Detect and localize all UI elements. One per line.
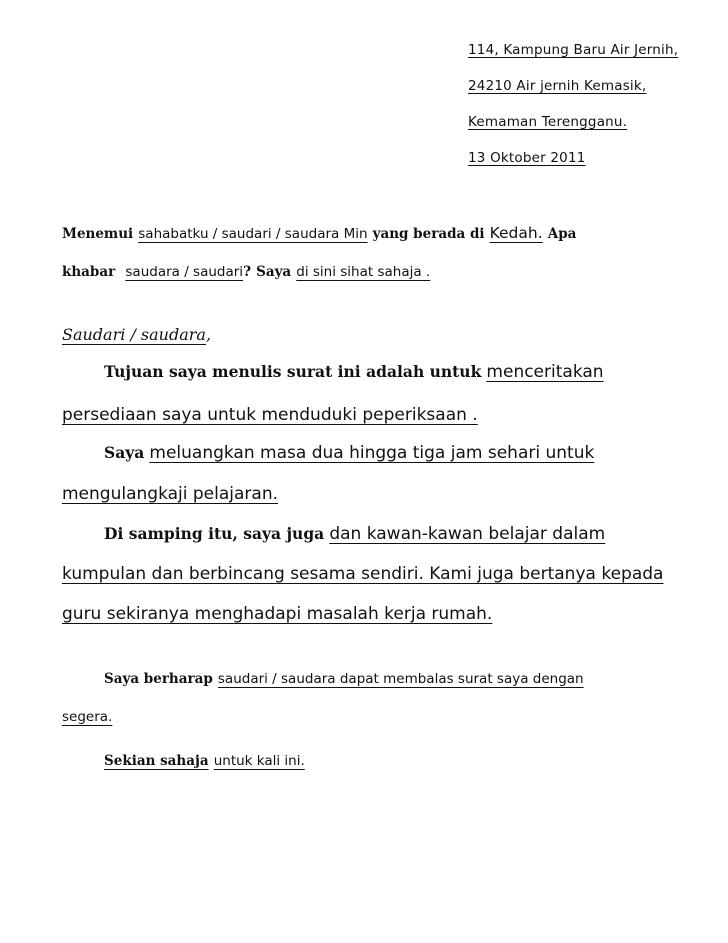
para1-line-2: [62, 405, 478, 425]
para2-lead: Saya: [104, 443, 145, 462]
para3-text: dan kawan-kawan belajar dalam: [329, 524, 606, 544]
intro-addressee: saudara / saudari: [125, 264, 244, 280]
para1-verb: menceritakan: [486, 362, 604, 382]
para3-line-2: [62, 564, 663, 584]
closing-line: [104, 750, 305, 769]
address-line-3: Kemaman Terengganu.: [468, 114, 628, 130]
para3-text-3: guru sekiranya menghadapi masalah kerja rumah.: [62, 604, 493, 624]
para2-line-2: [62, 484, 278, 504]
intro-location: Kedah.: [489, 224, 543, 242]
para2-text: meluangkan masa dua hingga tiga jam sehari untuk: [149, 443, 595, 463]
para1-lead: Tujuan saya menulis surat ini adalah untuk: [104, 362, 482, 381]
closing-text: untuk kali ini.: [213, 753, 305, 769]
address-line-2: 24210 Air jernih Kemasik,: [468, 78, 647, 94]
closing-lead: Sekian sahaja: [104, 753, 209, 769]
para1-rest: persediaan saya untuk menduduki peperiksaan .: [62, 405, 478, 425]
intro-word: yang berada di: [372, 226, 485, 242]
para4-line-1: [104, 668, 584, 687]
intro-status: di sini sihat sahaja .: [296, 264, 431, 280]
para1-line-1: [104, 362, 604, 382]
intro-word: khabar: [62, 264, 116, 280]
intro-line-1: [62, 223, 576, 242]
para3-line-1: [104, 524, 605, 544]
intro-line-2: [62, 261, 430, 280]
address-line-1: 114, Kampung Baru Air Jernih,: [468, 42, 679, 58]
para4-lead: Saya berharap: [104, 671, 213, 687]
para3-lead: Di samping itu, saya juga: [104, 524, 325, 543]
para3-line-3: [62, 604, 492, 624]
salutation-name: Saudari / saudara: [62, 325, 206, 344]
intro-word: Menemui: [62, 226, 134, 242]
para4-line-2: [62, 706, 112, 725]
intro-question-mark: ?: [243, 264, 251, 280]
para2-line-1: [104, 443, 594, 463]
para3-text-2: kumpulan dan berbincang sesama sendiri. Kami juga bertanya kepada: [62, 564, 664, 584]
intro-friend-name: sahabatku / saudari / saudara Min: [138, 226, 368, 242]
intro-word: Saya: [256, 264, 292, 280]
letter-date: 13 Oktober 2011: [468, 150, 586, 166]
para2-rest: mengulangkaji pelajaran.: [62, 484, 278, 504]
para4-text: saudari / saudara dapat membalas surat saya dengan: [217, 671, 584, 687]
para4-rest: segera.: [62, 709, 113, 725]
salutation-comma: ,: [205, 325, 212, 344]
intro-word: Apa: [547, 226, 577, 242]
salutation: [62, 325, 211, 344]
